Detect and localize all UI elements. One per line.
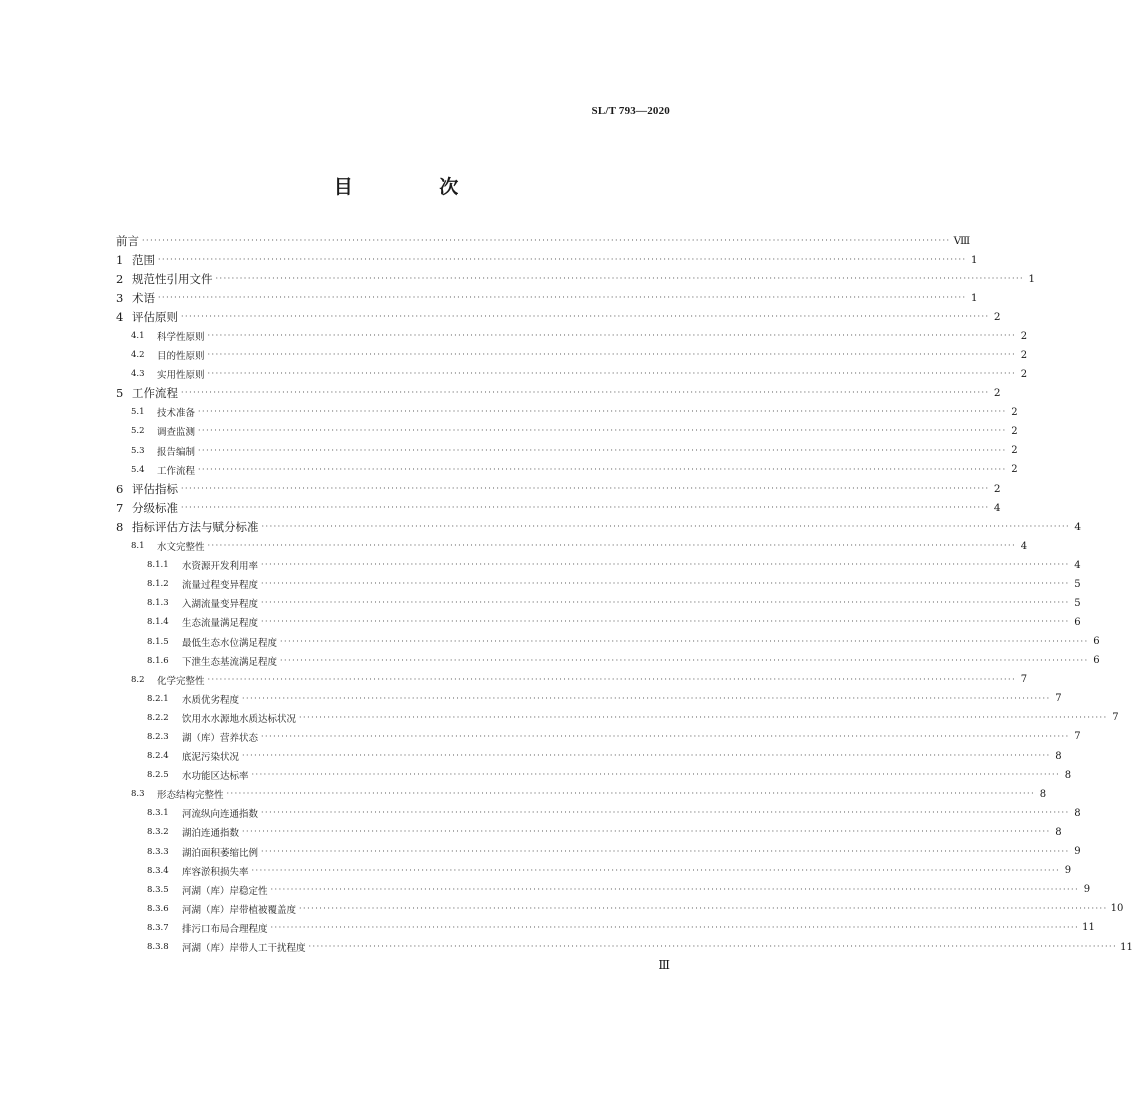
toc-entry-title: 湖泊连通指数 <box>182 828 240 840</box>
toc-leader-dots: ········································································································································································································ <box>181 502 990 512</box>
toc-entry-title: 河湖（库）岸带植被覆盖度 <box>182 904 297 916</box>
toc-entry-title: 工作流程 <box>132 386 178 401</box>
toc-entry-page: 2 <box>1011 425 1018 437</box>
toc-entry-number: 8.1.5 <box>147 636 169 647</box>
toc-entry-number: 8.2 <box>131 674 145 685</box>
toc-leader-dots: ········································································································································································································ <box>226 789 1036 799</box>
toc-entry-page: 4 <box>993 501 1001 514</box>
toc-entry-title: 前言 <box>116 233 139 248</box>
toc-entry-page: Ⅷ <box>953 234 971 247</box>
toc-leader-dots: ········································································································································································································ <box>270 884 1080 894</box>
toc-entry-number: 2 <box>116 271 124 286</box>
toc-entry[interactable] <box>116 689 1062 708</box>
toc-entry-title: 湖泊面积萎缩比例 <box>182 847 259 859</box>
toc-entry-title: 报告编制 <box>157 446 196 458</box>
toc-leader-dots: ········································································································································································································ <box>261 579 1070 589</box>
toc-entry-title: 分级标准 <box>132 500 178 515</box>
toc-entry-number: 6 <box>116 481 124 496</box>
toc-entry-page: 7 <box>1055 693 1062 705</box>
toc-leader-dots: ········································································································································································································ <box>270 922 1080 932</box>
toc-entry-title: 实用性原则 <box>157 370 205 382</box>
toc-leader-dots: ········································································································································································································ <box>181 311 990 321</box>
toc-entry-title: 科学性原则 <box>157 332 205 344</box>
toc-entry[interactable] <box>116 365 1028 384</box>
toc-leader-dots: ········································································································································································································ <box>261 617 1070 627</box>
toc-entry-number: 8.2.4 <box>147 751 169 762</box>
toc-entry-title: 排污口布局合理程度 <box>182 923 268 935</box>
toc-leader-dots: ········································································································································································································ <box>261 731 1070 741</box>
toc-entry[interactable] <box>116 403 1018 422</box>
toc-entry-number: 5.2 <box>131 426 145 437</box>
toc-entry-title: 流量过程变异程度 <box>182 580 259 592</box>
toc-entry[interactable] <box>116 537 1028 556</box>
toc-entry-page: 8 <box>1074 807 1081 819</box>
toc-entry[interactable] <box>116 708 1119 727</box>
toc-entry-title: 底泥污染状况 <box>182 752 240 764</box>
toc-entry-title: 入湖流量变异程度 <box>182 599 259 611</box>
toc-entry-title: 评估指标 <box>132 481 178 496</box>
toc-entry-title: 河湖（库）岸带人工干扰程度 <box>182 943 306 955</box>
toc-entry[interactable] <box>116 517 1082 536</box>
toc-entry[interactable] <box>116 346 1028 365</box>
toc-entry-title: 调查监测 <box>157 427 196 439</box>
toc-entry-number: 1 <box>116 252 124 267</box>
toc-entry[interactable] <box>116 899 1124 918</box>
toc-entry[interactable] <box>116 747 1062 766</box>
toc-leader-dots: ········································································································································································································ <box>215 273 1025 283</box>
toc-entry-page: 1 <box>1028 272 1036 285</box>
toc-entry[interactable] <box>116 441 1018 460</box>
page-number: Ⅲ <box>658 958 670 972</box>
toc-entry-number: 4.1 <box>131 331 145 342</box>
toc-entry[interactable] <box>116 422 1018 441</box>
toc-leader-dots: ········································································································································································································ <box>251 865 1061 875</box>
toc-entry-number: 8.3.8 <box>147 942 169 953</box>
toc-entry-title: 河流纵向连通指数 <box>182 809 259 821</box>
toc-leader-dots: ········································································································································································································ <box>198 464 1007 474</box>
toc-entry-title: 化学完整性 <box>157 675 205 687</box>
toc-entry-page: 2 <box>1020 349 1028 361</box>
toc-leader-dots: ········································································································································································································ <box>198 445 1007 455</box>
toc-entry-page: 2 <box>993 482 1001 495</box>
toc-entry[interactable] <box>116 861 1072 880</box>
toc-entry-number: 5.1 <box>131 407 145 418</box>
toc-entry[interactable] <box>116 918 1095 937</box>
standard-code: SL/T 793—2020 <box>591 105 670 117</box>
toc-entry-title: 评估原则 <box>132 309 178 324</box>
toc-leader-dots: ········································································································································································································ <box>207 331 1017 341</box>
toc-entry-title: 库容淤积损失率 <box>182 866 249 878</box>
toc-entry[interactable] <box>116 479 1001 498</box>
toc-entry-number: 8.2.2 <box>147 712 169 723</box>
toc-entry-page: 4 <box>1074 520 1082 533</box>
toc-leader-dots: ········································································································································································································ <box>142 235 951 245</box>
toc-entry-number: 8.1.6 <box>147 655 169 666</box>
toc-entry-title: 目的性原则 <box>157 351 205 363</box>
toc-entry-page: 9 <box>1074 846 1081 858</box>
toc-entry-title: 水文完整性 <box>157 542 205 554</box>
toc-entry-page: 8 <box>1064 769 1072 781</box>
toc-leader-dots: ········································································································································································································ <box>242 693 1051 703</box>
toc-entry-number: 4 <box>116 309 124 324</box>
toc-entry-page: 6 <box>1074 616 1081 628</box>
toc-entry-number: 8.1.3 <box>147 598 169 609</box>
toc-entry[interactable] <box>116 231 971 250</box>
toc-leader-dots: ········································································································································································································ <box>280 636 1089 646</box>
toc-entry[interactable] <box>116 670 1028 689</box>
toc-entry-page: 1 <box>970 253 978 266</box>
toc-entry[interactable] <box>116 326 1028 345</box>
toc-leader-dots: ········································································································································································································ <box>299 712 1108 722</box>
toc-entry[interactable] <box>116 937 1133 956</box>
toc-entry-title: 湖（库）营养状态 <box>182 732 259 744</box>
toc-entry-number: 8.1.4 <box>147 617 169 628</box>
toc-leader-dots: ········································································································································································································ <box>261 808 1070 818</box>
toc-entry[interactable] <box>116 613 1081 632</box>
table-of-contents <box>116 231 1133 957</box>
toc-leader-dots: ········································································································································································································ <box>299 903 1108 913</box>
toc-leader-dots: ········································································································································································································ <box>261 521 1071 531</box>
toc-entry[interactable] <box>116 804 1081 823</box>
toc-entry-page: 7 <box>1020 674 1028 686</box>
toc-leader-dots: ········································································································································································································ <box>242 751 1051 761</box>
toc-entry-page: 7 <box>1112 712 1119 724</box>
toc-leader-dots: ········································································································································································································ <box>308 942 1118 952</box>
toc-entry-number: 8.1.1 <box>147 560 169 571</box>
toc-entry-number: 8.3.3 <box>147 846 169 857</box>
toc-entry-number: 8.2.1 <box>147 693 169 704</box>
toc-leader-dots: ········································································································································································································ <box>198 407 1007 417</box>
toc-entry[interactable] <box>116 727 1081 746</box>
toc-entry-number: 8.3.7 <box>147 922 169 933</box>
toc-entry-title: 水资源开发利用率 <box>182 561 259 573</box>
toc-leader-dots: ········································································································································································································ <box>207 350 1017 360</box>
toc-entry-number: 5.3 <box>131 445 145 456</box>
toc-leader-dots: ········································································································································································································ <box>181 388 990 398</box>
toc-leader-dots: ········································································································································································································ <box>280 655 1089 665</box>
toc-entry-page: 11 <box>1120 941 1133 953</box>
toc-entry-title: 水质优劣程度 <box>182 694 240 706</box>
toc-entry-title: 生态流量满足程度 <box>182 618 259 630</box>
toc-entry-page: 9 <box>1083 884 1091 896</box>
toc-leader-dots: ········································································································································································································ <box>251 770 1061 780</box>
toc-leader-dots: ········································································································································································································ <box>198 426 1007 436</box>
toc-entry-page: 4 <box>1074 559 1081 571</box>
toc-entry-number: 5.4 <box>131 464 145 475</box>
toc-entry-number: 8.3.1 <box>147 808 169 819</box>
toc-leader-dots: ········································································································································································································ <box>242 827 1051 837</box>
toc-entry-page: 2 <box>993 387 1001 400</box>
toc-leader-dots: ········································································································································································································ <box>207 369 1017 379</box>
toc-entry[interactable] <box>116 823 1062 842</box>
toc-entry-title: 水功能区达标率 <box>182 771 249 783</box>
toc-entry[interactable] <box>116 575 1081 594</box>
toc-entry-number: 4.2 <box>131 350 145 361</box>
toc-entry-title: 下泄生态基流满足程度 <box>182 656 278 668</box>
toc-leader-dots: ········································································································································································································ <box>261 846 1070 856</box>
toc-entry-page: 2 <box>1011 406 1018 418</box>
toc-entry[interactable] <box>116 384 1001 403</box>
toc-entry-page: 5 <box>1074 578 1081 590</box>
toc-entry-page: 6 <box>1093 636 1100 648</box>
toc-entry-page: 6 <box>1093 655 1100 667</box>
toc-entry-page: 1 <box>970 291 978 304</box>
toc-entry-title: 规范性引用文件 <box>132 271 213 286</box>
toc-entry-number: 8.2.5 <box>147 770 169 781</box>
toc-entry[interactable] <box>116 460 1018 479</box>
toc-leader-dots: ········································································································································································································ <box>207 541 1017 551</box>
toc-entry-number: 8.1.2 <box>147 579 169 590</box>
toc-entry[interactable] <box>116 632 1100 651</box>
toc-entry-title: 饮用水水源地水质达标状况 <box>182 713 297 725</box>
toc-entry-page: 4 <box>1020 540 1028 552</box>
toc-entry[interactable] <box>116 785 1047 804</box>
toc-entry-number: 4.3 <box>131 369 145 380</box>
toc-entry-number: 8.1 <box>131 541 145 552</box>
toc-leader-dots: ········································································································································································································ <box>181 483 990 493</box>
toc-entry[interactable] <box>116 766 1072 785</box>
toc-entry-page: 9 <box>1064 865 1072 877</box>
toc-entry-title: 形态结构完整性 <box>157 790 224 802</box>
toc-entry-number: 5 <box>116 386 124 401</box>
toc-entry-title: 工作流程 <box>157 465 196 477</box>
toc-entry[interactable] <box>116 307 1001 326</box>
toc-entry-title: 术语 <box>132 290 155 305</box>
toc-entry-number: 3 <box>116 290 124 305</box>
toc-entry[interactable] <box>116 842 1081 861</box>
toc-entry[interactable] <box>116 288 978 307</box>
toc-entry-page: 2 <box>993 310 1001 323</box>
toc-leader-dots: ········································································································································································································ <box>207 674 1017 684</box>
toc-entry-page: 10 <box>1110 903 1124 915</box>
toc-entry[interactable] <box>116 498 1001 517</box>
toc-entry-number: 8.3.4 <box>147 865 169 876</box>
toc-entry[interactable] <box>116 250 978 269</box>
toc-entry-page: 2 <box>1020 330 1028 342</box>
toc-leader-dots: ········································································································································································································ <box>158 254 967 264</box>
toc-entry-title: 指标评估方法与赋分标准 <box>132 519 259 534</box>
toc-entry-page: 2 <box>1020 368 1028 380</box>
toc-entry-number: 8.3.2 <box>147 827 169 838</box>
toc-entry-page: 2 <box>1011 445 1018 457</box>
toc-entry-page: 2 <box>1011 464 1018 476</box>
toc-entry[interactable] <box>116 556 1081 575</box>
toc-entry[interactable] <box>116 880 1091 899</box>
toc-entry-page: 8 <box>1039 788 1047 800</box>
toc-entry-number: 8.2.3 <box>147 731 169 742</box>
toc-entry-number: 7 <box>116 500 124 515</box>
toc-entry-title: 最低生态水位满足程度 <box>182 637 278 649</box>
toc-entry[interactable] <box>116 269 1036 288</box>
toc-entry-page: 5 <box>1074 597 1081 609</box>
toc-entry-title: 技术准备 <box>157 408 196 420</box>
toc-entry-page: 7 <box>1074 731 1081 743</box>
toc-leader-dots: ········································································································································································································ <box>261 560 1070 570</box>
toc-entry-title: 河湖（库）岸稳定性 <box>182 885 268 897</box>
toc-entry-number: 8.3 <box>131 789 145 800</box>
toc-entry[interactable] <box>116 594 1081 613</box>
page-title: 目 次 <box>333 176 499 198</box>
toc-leader-dots: ········································································································································································································ <box>261 598 1070 608</box>
toc-entry-number: 8.3.5 <box>147 884 169 895</box>
toc-entry-title: 范围 <box>132 252 155 267</box>
toc-entry-number: 8.3.6 <box>147 903 169 914</box>
toc-entry-page: 8 <box>1055 750 1062 762</box>
toc-entry-page: 8 <box>1055 826 1062 838</box>
toc-leader-dots: ········································································································································································································ <box>158 292 967 302</box>
toc-entry-number: 8 <box>116 519 124 534</box>
toc-entry-page: 11 <box>1082 922 1095 934</box>
toc-entry[interactable] <box>116 651 1100 670</box>
